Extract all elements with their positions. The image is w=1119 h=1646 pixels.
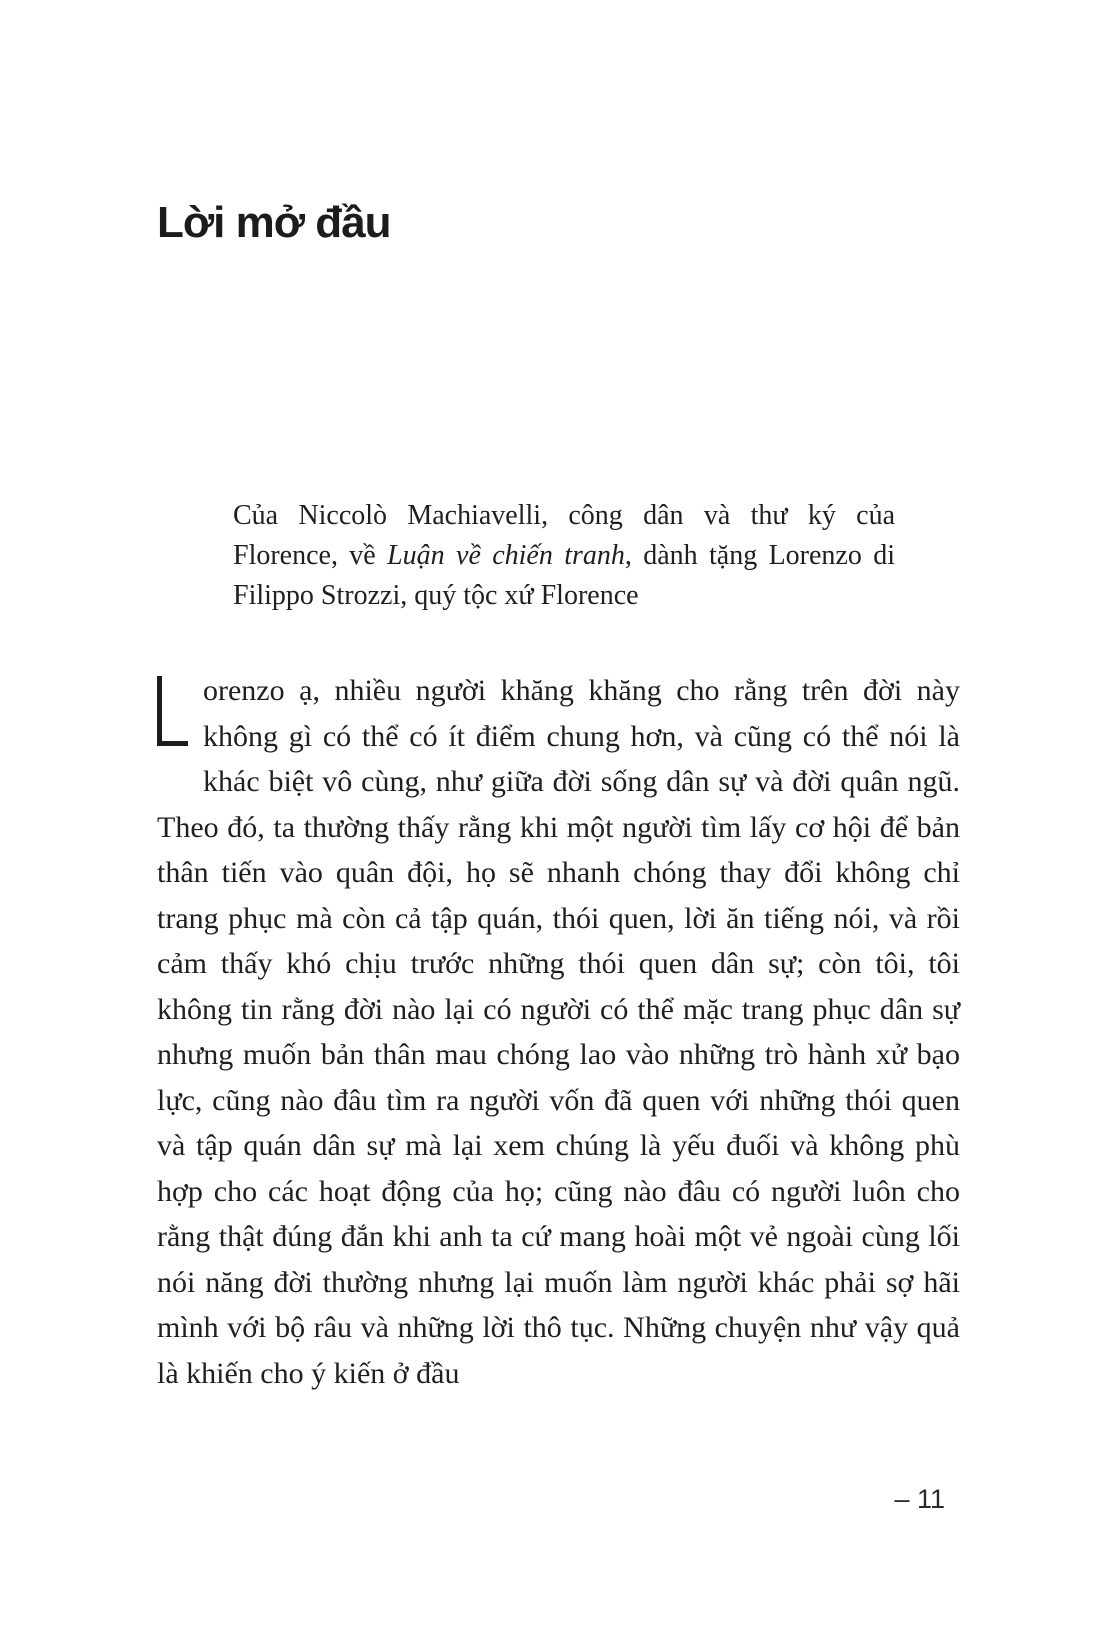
body-paragraph-text: orenzo ạ, nhiều người khăng khăng cho rằng trên đời này không gì có thể có ít điểm chung hơn, và cũng có thể nói là khác biệt vô cùng, như giữa đời sống dân sự và đời quân ngũ. Theo đó, ta thường thấy rằng khi một người tìm lấy cơ hội để bản thân tiến vào quân đội, họ sẽ nhanh chóng thay đổi không chỉ trang phục mà còn cả tập quán, thói quen, lời ăn tiếng nói, và rồi cảm thấy khó chịu trước những thói quen dân sự; còn tôi, tôi không tin rằng đời nào lại có người có thể mặc trang phục dân sự nhưng muốn bản thân mau chóng lao vào những trò hành xử bạo lực, cũng nào đâu tìm ra người vốn đã quen với những thói quen và tập quán dân sự mà lại xem chúng là yếu đuối và không phù hợp cho các hoạt động của họ; cũng nào đâu có người luôn cho rằng thật đúng đắn khi anh ta cứ mang hoài một vẻ ngoài cùng lối nói năng đời thường nhưng lại muốn làm người khác phải sợ hãi mình với bộ râu và những lời thô tục. Những chuyện như vậy quả là khiến cho ý kiến ở đầu [157,674,960,1390]
drop-cap-letter-L [157,668,203,760]
chapter-title: Lời mở đầu [157,198,391,247]
epigraph-book-title: Luận về chiến tranh [387,540,625,571]
epigraph [233,496,895,616]
body-paragraph [157,668,960,1396]
drop-cap-l-shape [157,676,188,746]
epigraph-text-before: Của Niccolò Machiavelli, công dân và thư ký của Florence, về [233,500,895,571]
epigraph-text-after: , dành tặng Lorenzo di Filippo Strozzi, quý tộc xứ Florence [233,540,895,611]
page-number: – 11 [894,1484,945,1514]
